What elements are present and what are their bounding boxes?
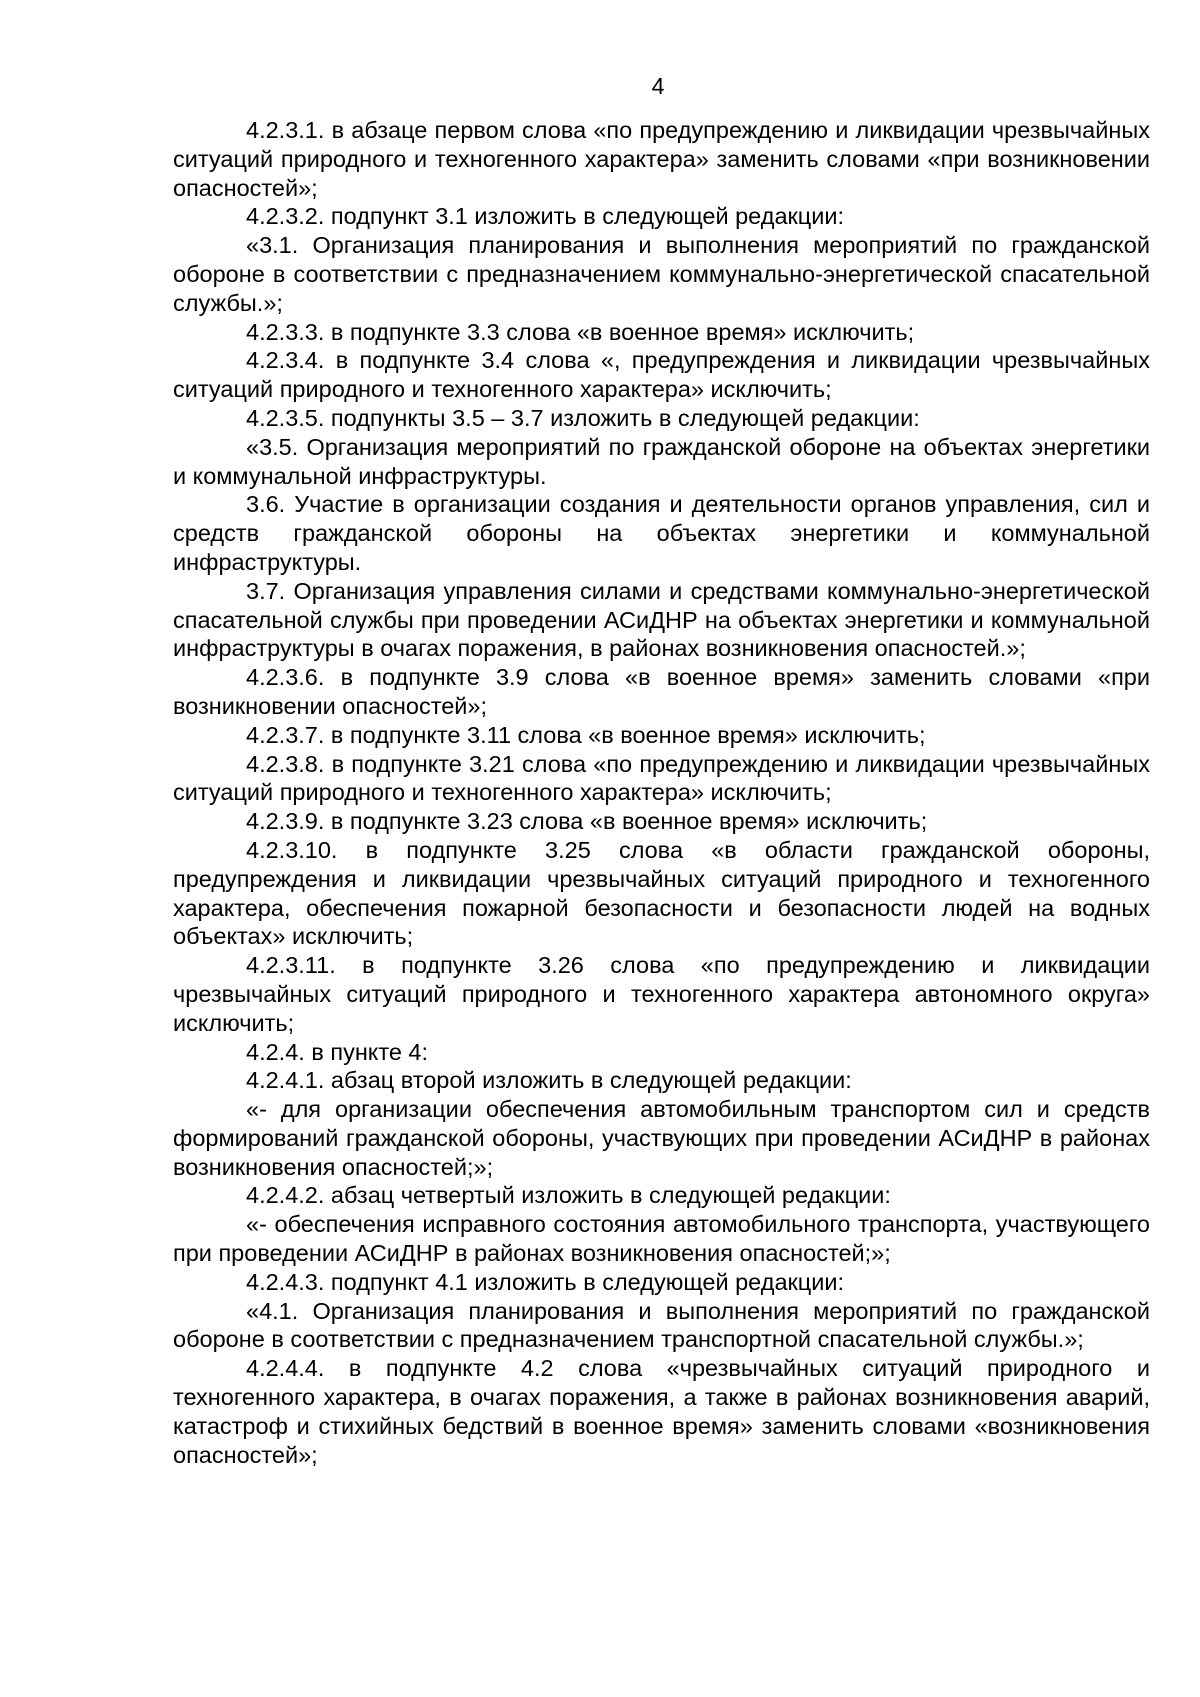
paragraph-4-2-3-3: 4.2.3.3. в подпункте 3.3 слова «в военное время» исключить; <box>246 318 915 345</box>
paragraph-4-2-3-2: 4.2.3.2. подпункт 3.1 изложить в следующей редакции: <box>246 203 845 230</box>
paragraph-4-2-3-7: 4.2.3.7. в подпункте 3.11 слова «в военное время» исключить; <box>246 721 926 748</box>
paragraph-4-2-3-4: 4.2.3.4. в подпункте 3.4 слова «, предупреждения и ликвидации чрезвычайных ситуаций природного и техногенного характера» исключить; <box>173 347 1150 403</box>
paragraph-quote-3-6: 3.6. Участие в организации создания и деятельности органов управления, сил и средств гражданской обороны на объектах энергетики и коммунальной инфраструктуры. <box>173 491 1150 575</box>
paragraph-quote-3-1: «3.1. Организация планирования и выполнения мероприятий по гражданской обороне в соответствии с предназначением коммунально-энергетической спасательной службы.»; <box>173 232 1150 316</box>
paragraph-quote-3-7: 3.7. Организация управления силами и средствами коммунально-энергетической спасательной службы при проведении АСиДНР на объектах энергетики и коммунальной инфраструктуры в очагах поражения, в районах возникновения опасностей.»; <box>173 577 1150 662</box>
paragraph-4-2-4: 4.2.4. в пункте 4: <box>246 1038 429 1065</box>
paragraph-4-2-3-5: 4.2.3.5. подпункты 3.5 – 3.7 изложить в следующей редакции: <box>246 404 920 431</box>
paragraph-4-2-3-6: 4.2.3.6. в подпункте 3.9 слова «в военное время» заменить словами «при возникновении опасностей»; <box>173 664 1150 719</box>
paragraph-4-2-4-4: 4.2.4.4. в подпункте 4.2 слова «чрезвычайных ситуаций природного и техногенного характера, в очагах поражения, а также в районах возникновения аварий, катастроф и стихийных бедствий в военное время» заменить словами «возникновения опасностей»; <box>173 1355 1150 1468</box>
paragraph-4-2-4-1: 4.2.4.1. абзац второй изложить в следующей редакции: <box>246 1067 852 1094</box>
page-number: 4 <box>651 73 665 99</box>
paragraph-4-2-3-10: 4.2.3.10. в подпункте 3.25 слова «в области гражданской обороны, предупреждения и ликвидации чрезвычайных ситуаций природного и техногенного характера, обеспечения пожарной безопасности и безопасности людей на водных объектах» исключить; <box>173 836 1150 950</box>
paragraph-4-2-3-9: 4.2.3.9. в подпункте 3.23 слова «в военное время» исключить; <box>246 808 928 835</box>
paragraph-4-2-4-3: 4.2.4.3. подпункт 4.1 изложить в следующей редакции: <box>246 1268 845 1295</box>
paragraph-quote-transport-condition: «- обеспечения исправного состояния автомобильного транспорта, участвующего при проведении АСиДНР в районах возникновения опасностей;»; <box>173 1211 1150 1267</box>
paragraph-4-2-3-8: 4.2.3.8. в подпункте 3.21 слова «по предупреждению и ликвидации чрезвычайных ситуаций природного и техногенного характера» исключить; <box>173 750 1150 806</box>
paragraph-quote-4-1: «4.1. Организация планирования и выполнения мероприятий по гражданской обороне в соответствии с предназначением транспортной спасательной службы.»; <box>173 1297 1150 1353</box>
paragraph-quote-3-5: «3.5. Организация мероприятий по гражданской обороне на объектах энергетики и коммунальной инфраструктуры. <box>173 433 1150 489</box>
paragraph-4-2-4-2: 4.2.4.2. абзац четвертый изложить в следующей редакции: <box>246 1182 891 1209</box>
paragraph-quote-transport-forces: «- для организации обеспечения автомобильным транспортом сил и средств формирований гражданской обороны, участвующих при проведении АСиДНР в районах возникновения опасностей;»; <box>173 1096 1150 1180</box>
paragraph-4-2-3-11: 4.2.3.11. в подпункте 3.26 слова «по предупреждению и ликвидации чрезвычайных ситуаций природного и техногенного характера автономного округа» исключить; <box>173 952 1150 1036</box>
paragraph-4-2-3-1: 4.2.3.1. в абзаце первом слова «по предупреждению и ликвидации чрезвычайных ситуаций природного и техногенного характера» заменить словами «при возникновении опасностей»; <box>173 117 1150 201</box>
document-body <box>173 116 1150 1469</box>
